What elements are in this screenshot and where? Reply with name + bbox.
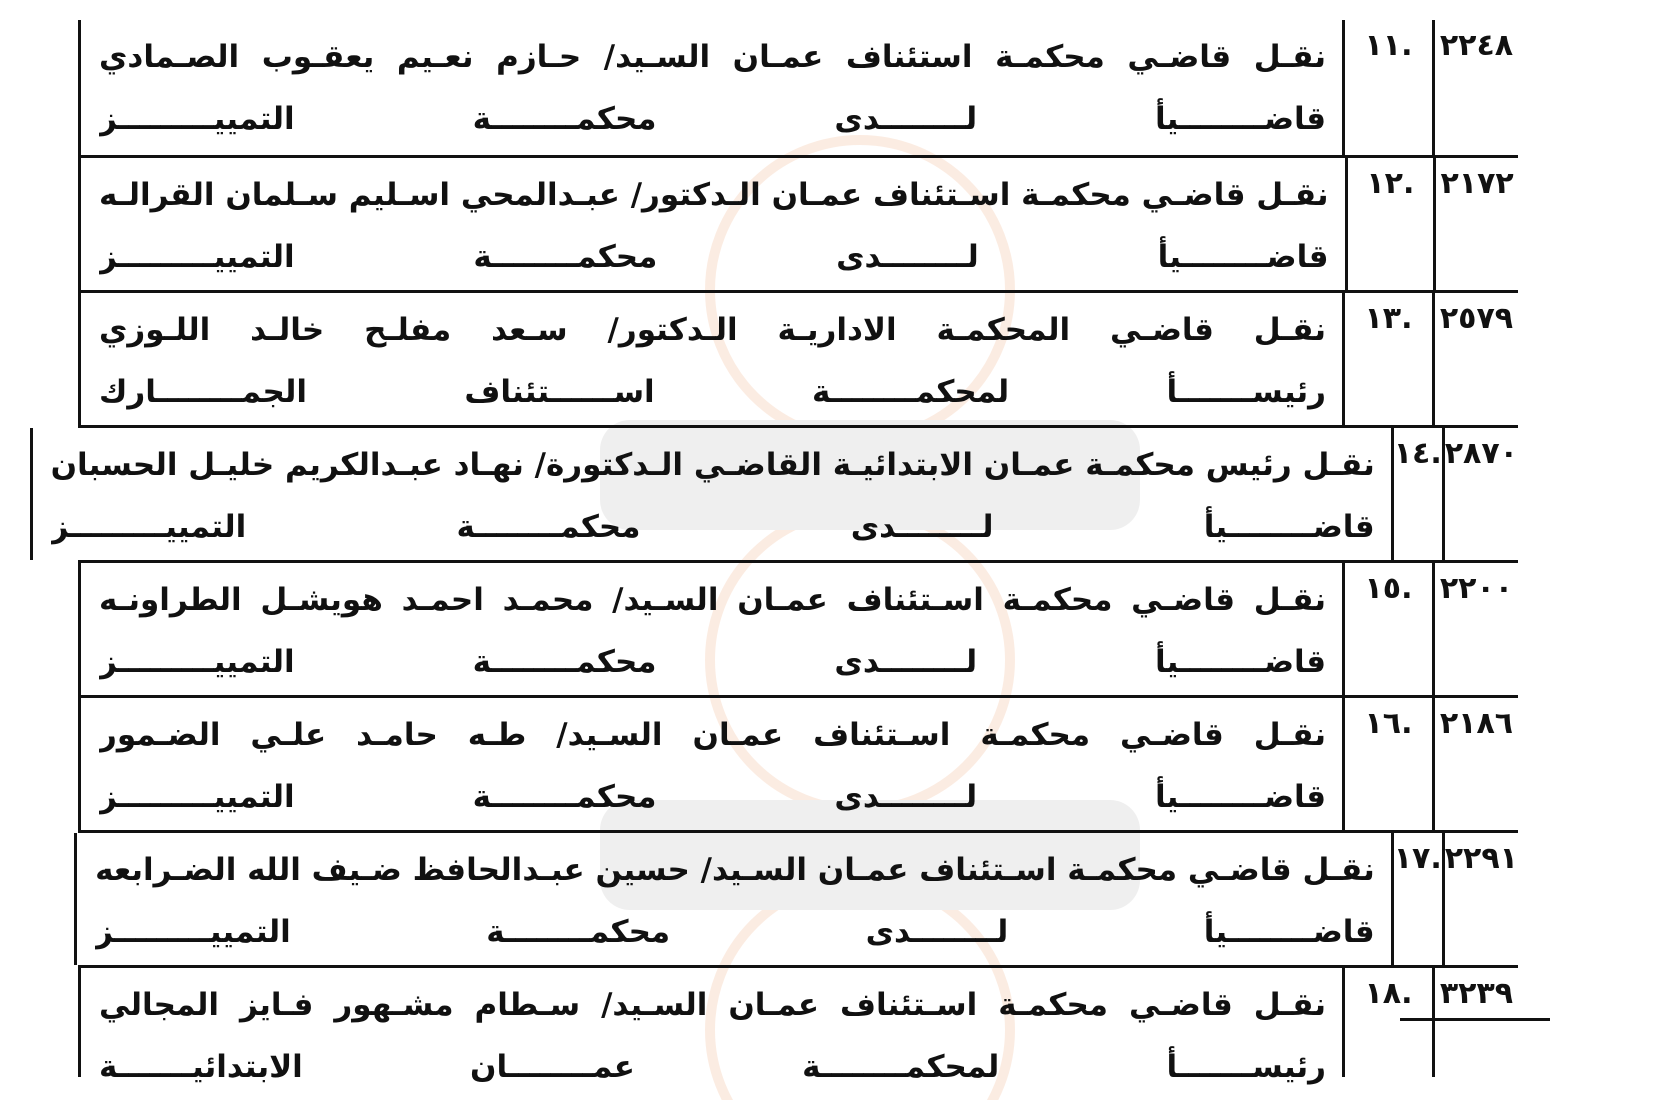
transfer-line-1: نقـل قاضـي محكمـة اسـتئناف عمـان الـدكتور/ عبـدالمحي اسـليم سـلمان القرالـه bbox=[99, 177, 1329, 213]
transfer-text bbox=[78, 563, 1342, 695]
table-row bbox=[50, 425, 1518, 560]
transfer-line-1: نقـل قاضـي محكمـة استئناف عمـان السـيد/ حـازم نعـيم يعقـوب الصـمادي bbox=[99, 39, 1326, 75]
transfer-text bbox=[78, 698, 1342, 830]
item-number: .١٧ bbox=[1391, 833, 1442, 965]
transfer-line-2: رئيســـــــأ لمحكمــــــــة اســــــتئناف الجمــــــــارك bbox=[99, 374, 1326, 410]
file-number: ٢٢٩١ bbox=[1442, 833, 1518, 965]
transfer-line-1: نقـل رئيس محكمـة عمـان الابتدائيـة القاضـي الـدكتورة/ نهـاد عبـدالكريم خليـل الحسبان bbox=[50, 447, 1375, 483]
file-number: ٢١٧٢ bbox=[1433, 158, 1518, 290]
transfer-text bbox=[78, 968, 1342, 1085]
table-row bbox=[78, 695, 1518, 830]
item-number: .١٨ bbox=[1342, 968, 1432, 1077]
transfer-line-2: قاضــــــــيأ لــــــــدى محكمــــــــة التمييـــــــــز bbox=[99, 239, 1329, 275]
file-number: ٢١٨٦ bbox=[1432, 698, 1518, 830]
file-number: ٢٨٧٠ bbox=[1442, 428, 1518, 560]
transfer-line-2: رئيســـــــأ لمحكمــــــــة عمــــــــان الابتدائيـــــــة bbox=[99, 1049, 1326, 1085]
table-row bbox=[78, 20, 1518, 155]
transfer-text bbox=[74, 833, 1391, 965]
transfer-line-1: نقـل قاضـي محكمـة اسـتئناف عمـان السـيد/ سـطام مشـهور فـايز المجالي bbox=[99, 987, 1326, 1023]
file-number: ٣٢٣٩ bbox=[1432, 968, 1518, 1077]
transfer-text bbox=[78, 293, 1342, 425]
transfer-line-1: نقـل قاضـي محكمـة اسـتئناف عمـان السـيد/ محمـد احمـد هويشـل الطراونـه bbox=[99, 582, 1326, 618]
item-number: .١٦ bbox=[1342, 698, 1432, 830]
table-row bbox=[78, 965, 1518, 1085]
table-row bbox=[78, 290, 1518, 425]
transfer-line-2: قاضــــــــيأ لــــــــدى محكمــــــــة التمييـــــــــز bbox=[99, 644, 1326, 680]
transfer-line-2: قاضــــــــيأ لــــــــدى محكمــــــــة التمييـــــــــز bbox=[95, 914, 1375, 950]
transfer-line-1: نقـل قاضـي محكمـة اسـتئناف عمـان السـيد/ طـه حامـد علـي الضـمور bbox=[99, 717, 1326, 753]
bottom-rule bbox=[1400, 1018, 1550, 1021]
item-number: .١١ bbox=[1342, 20, 1432, 155]
table-row bbox=[78, 155, 1518, 290]
file-number: ٢٢٠٠ bbox=[1432, 563, 1518, 695]
transfer-line-2: قاضــــــــيأ لــــــــدى محكمــــــــة التمييـــــــــز bbox=[50, 509, 1375, 545]
transfer-text bbox=[30, 428, 1391, 560]
item-number: .١٤ bbox=[1391, 428, 1442, 560]
transfer-text bbox=[78, 20, 1342, 155]
file-number: ٢٥٧٩ bbox=[1432, 293, 1518, 425]
item-number: .١٥ bbox=[1342, 563, 1432, 695]
table-row bbox=[78, 830, 1518, 965]
transfer-line-2: قاضــــــــيأ لــــــــدى محكمــــــــة التمييـــــــــز bbox=[99, 779, 1326, 815]
table-row bbox=[78, 560, 1518, 695]
file-number: ٢٢٤٨ bbox=[1432, 20, 1518, 155]
transfer-line-2: قاضــــــــيأ لــــــــدى محكمــــــــة التمييـــــــــز bbox=[99, 101, 1326, 137]
item-number: .١٢ bbox=[1345, 158, 1434, 290]
item-number: .١٣ bbox=[1342, 293, 1432, 425]
transfer-line-1: نقـل قاضـي المحكمـة الاداريـة الـدكتور/ سـعد مفلـح خالـد اللـوزي bbox=[99, 312, 1326, 348]
transfer-line-1: نقـل قاضـي محكمـة اسـتئناف عمـان السـيد/ حسين عبـدالحافظ ضـيف الله الضـرابعه bbox=[95, 852, 1375, 888]
transfer-text bbox=[78, 158, 1345, 290]
transfers-table bbox=[50, 20, 1518, 1085]
